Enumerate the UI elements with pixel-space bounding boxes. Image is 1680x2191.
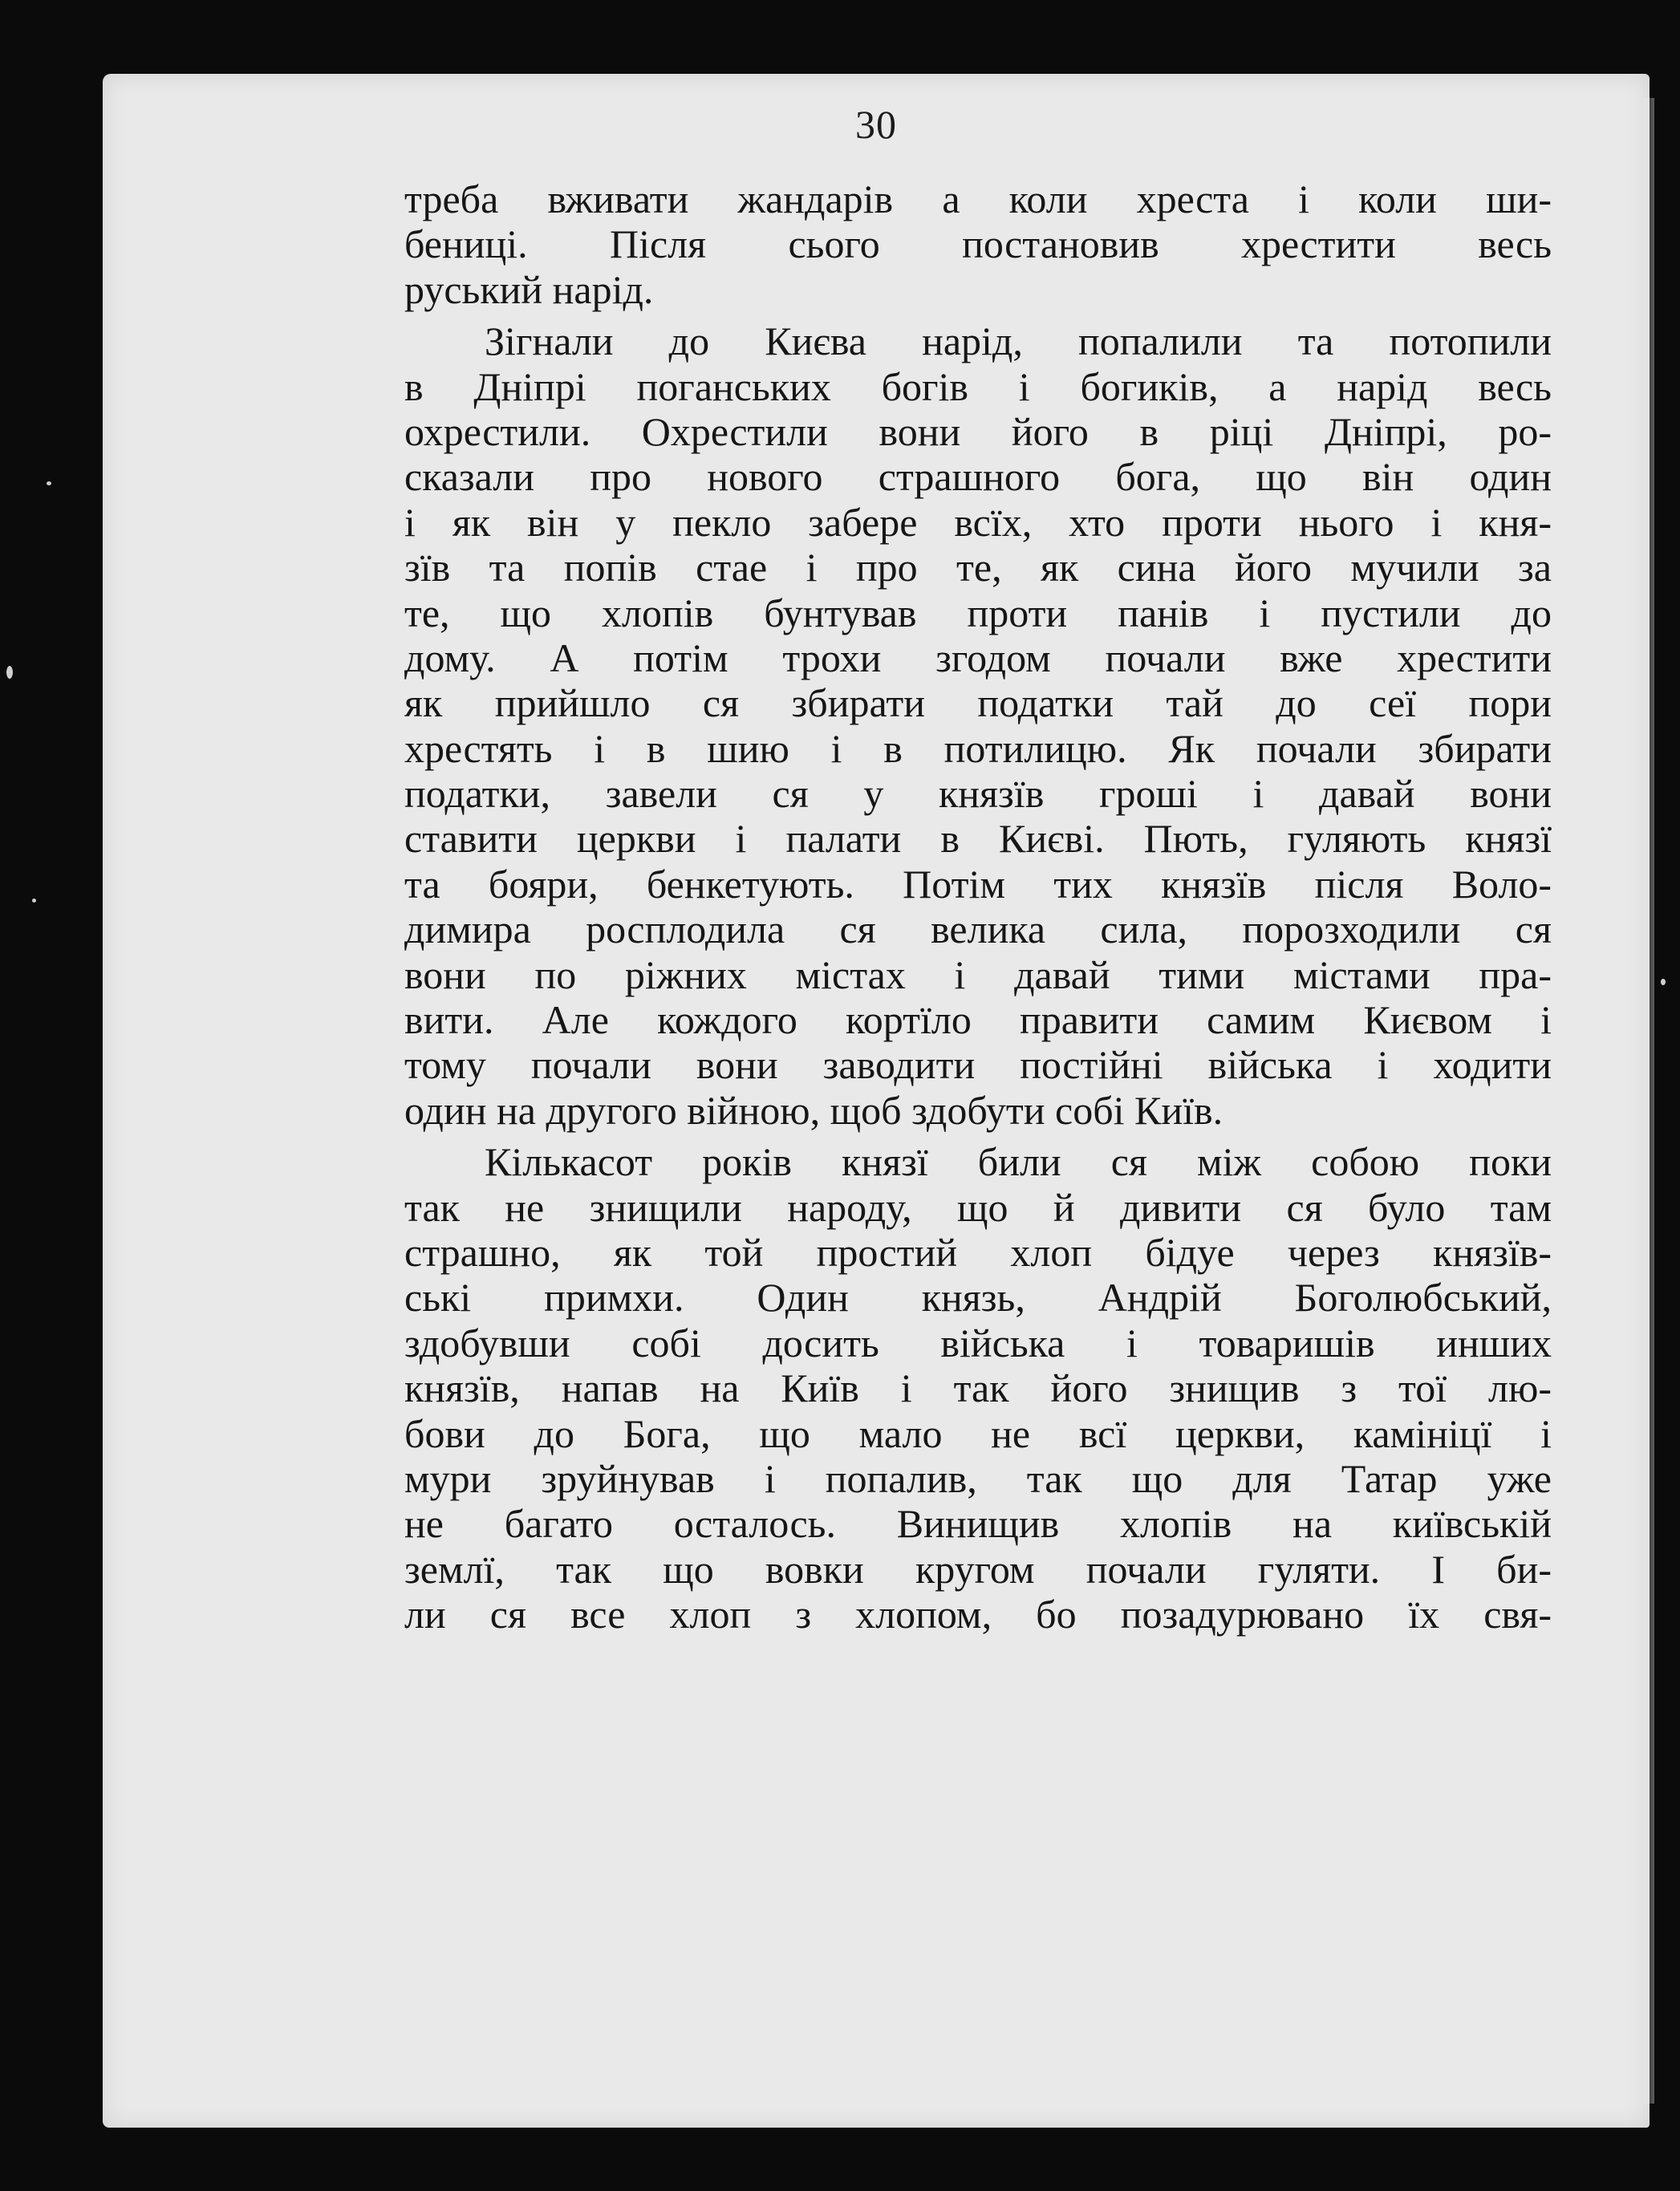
text-line: руський нарід.: [404, 266, 654, 312]
text-line: зїв та попів стае і про те, як сина його мучили за: [404, 545, 1552, 590]
text-line: вити. Але кождого кортїло правити самим Києвом і: [404, 997, 1552, 1043]
text-line: ли ся все хлоп з хлопом, бо позадурювано їх свя-: [404, 1592, 1552, 1637]
text-line: треба вживати жандарів а коли хреста і коли ши-: [404, 176, 1552, 221]
text-line: дому. А потім трохи згодом почали вже хрестити: [404, 635, 1552, 680]
text-line: так не знищили народу, що й дивити ся було там: [404, 1184, 1552, 1230]
scan-speck: [47, 481, 51, 485]
text-line: сказали про нового страшного бога, що він один: [404, 454, 1552, 500]
text-line: та бояри, бенкетують. Потім тих князїв після Воло-: [404, 861, 1552, 907]
text-line: те, що хлопів бунтував проти панів і пустили до: [404, 590, 1552, 635]
text-line: в Дніпрі поганських богів і богиків, а нарід весь: [404, 363, 1552, 409]
paragraph-gap: [404, 1133, 1552, 1139]
text-line: Кількасот років князї били ся між собою поки: [485, 1139, 1552, 1185]
page-edge-shadow: [1643, 98, 1654, 2104]
text-line: не багато осталось. Винищив хлопів на київській: [404, 1501, 1552, 1547]
text-line: вони по ріжних містах і давай тими містами пра-: [404, 951, 1552, 997]
text-line: хрестять і в шию і в потилицю. Як почали збирати: [404, 725, 1552, 771]
page-number: 30: [855, 102, 897, 147]
scan-speck: [6, 666, 13, 679]
book-page: [103, 74, 1650, 2128]
text-line: охрестили. Охрестили вони його в ріці Дніпрі, ро-: [404, 408, 1552, 454]
text-line: ські примхи. Один князь, Андрій Боголюбський,: [404, 1275, 1552, 1321]
body-text: [404, 176, 1552, 1637]
text-line: Зігнали до Києва нарід, попалили та потопили: [485, 319, 1552, 364]
text-line: князїв, напав на Київ і так його знищив з тої лю-: [404, 1365, 1552, 1411]
text-line: і як він у пекло забере всїх, хто проти нього і кня-: [404, 499, 1552, 545]
text-line: податки, завели ся у князїв гроші і давай вони: [404, 771, 1552, 817]
text-line: димира росплодила ся велика сила, порозходили ся: [404, 907, 1552, 952]
scan-speck: [32, 899, 36, 903]
text-line: бови до Бога, що мало не всї церкви, камініцї і: [404, 1410, 1552, 1456]
text-line: один на другого війною, щоб здобути собі Київ.: [404, 1087, 1223, 1133]
text-line: ставити церкви і палати в Києві. Пють, гуляють князї: [404, 816, 1552, 862]
scan-speck: [1661, 979, 1666, 985]
text-line: мури зруйнував і попалив, так що для Татар уже: [404, 1455, 1552, 1501]
text-line: здобувши собі досить війська і товаришів инших: [404, 1320, 1552, 1365]
text-line: страшно, як той простий хлоп бідуе через князїв-: [404, 1229, 1552, 1275]
paragraph-gap: [404, 312, 1552, 319]
text-line: бениці. Після сього постановив хрестити весь: [404, 221, 1552, 267]
text-line: землї, так що вовки кругом почали гуляти. І би-: [404, 1546, 1552, 1592]
text-line: тому почали вони заводити постійні війська і ходити: [404, 1042, 1552, 1088]
text-line: як прийшло ся збирати податки тай до сеї пори: [404, 680, 1552, 726]
